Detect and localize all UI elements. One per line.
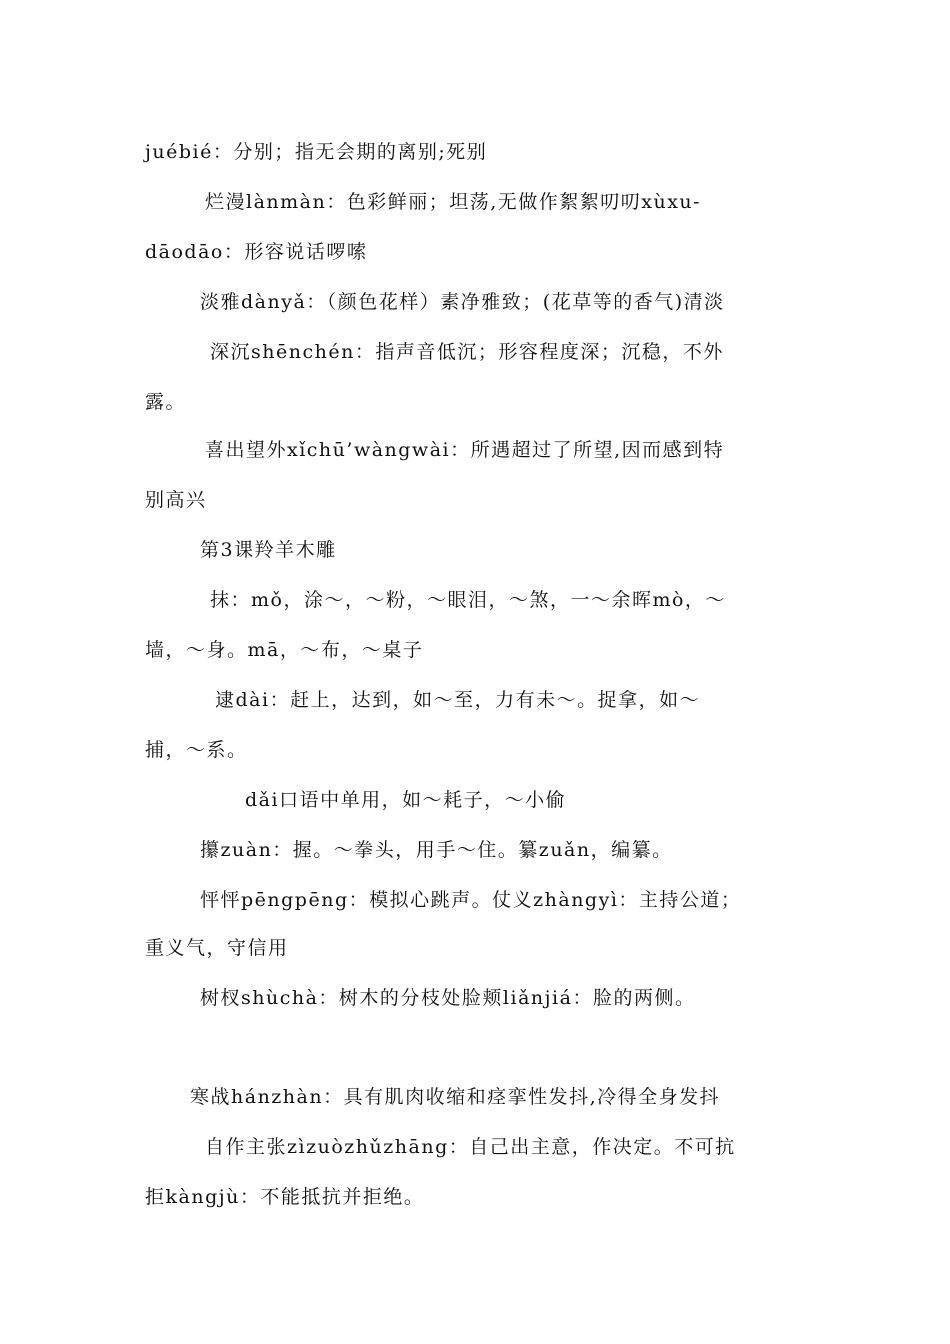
- text-line-8: 别高兴: [145, 489, 207, 511]
- text-line-20: 自作主张zìzuòzhǔzhāng：自己出主意，作决定。不可抗: [205, 1136, 736, 1158]
- text-line-13: 捕，～系。: [145, 739, 248, 761]
- text-line-16: 怦怦pēngpēng：模拟心跳声。仗义zhàngyì：主持公道；: [200, 889, 742, 911]
- text-line-14: dǎi口语中单用，如～耗子，～小偷: [245, 789, 567, 811]
- text-line-10: 抹：mǒ，涂～，～粉，～眼泪，～煞，一～余晖mò，～: [210, 589, 726, 611]
- text-line-18: 树杈shùchà：树木的分枝处脸颊liǎnjiá：脸的两侧。: [200, 987, 696, 1009]
- text-line-3: dāodāo：形容说话啰嗦: [145, 241, 368, 263]
- text-line-5: 深沉shēnchén：指声音低沉；形容程度深；沉稳，不外: [210, 341, 724, 363]
- text-line-2: 烂漫lànmàn：色彩鲜丽；坦荡,无做作絮絮叨叨xùxu-: [205, 191, 702, 213]
- text-line-11: 墙，～身。mā，～布，～桌子: [145, 639, 424, 661]
- section-heading: 第3课羚羊木雕: [200, 539, 337, 561]
- text-line-15: 攥zuàn：握。～拳头，用手～住。纂zuǎn，编纂。: [200, 839, 673, 861]
- text-line-17: 重义气，守信用: [145, 937, 289, 959]
- text-line-21: 拒kàngjù：不能抵抗并拒绝。: [145, 1186, 425, 1208]
- text-line-4: 淡雅dànyǎ：（颜色花样）素净雅致；(花草等的香气)清淡: [200, 291, 725, 313]
- text-line-19: 寒战hánzhàn：具有肌肉收缩和痉挛性发抖,冷得全身发抖: [190, 1086, 721, 1108]
- text-line-6: 露。: [145, 391, 187, 413]
- text-line-12: 逮dài：赶上，达到，如～至，力有未～。捉拿，如～: [215, 689, 701, 711]
- text-line-7: 喜出望外xǐchū’wàngwài：所遇超过了所望,因而感到特: [205, 439, 725, 461]
- text-line-1: juébié：分别；指无会期的离别;死别: [145, 141, 488, 163]
